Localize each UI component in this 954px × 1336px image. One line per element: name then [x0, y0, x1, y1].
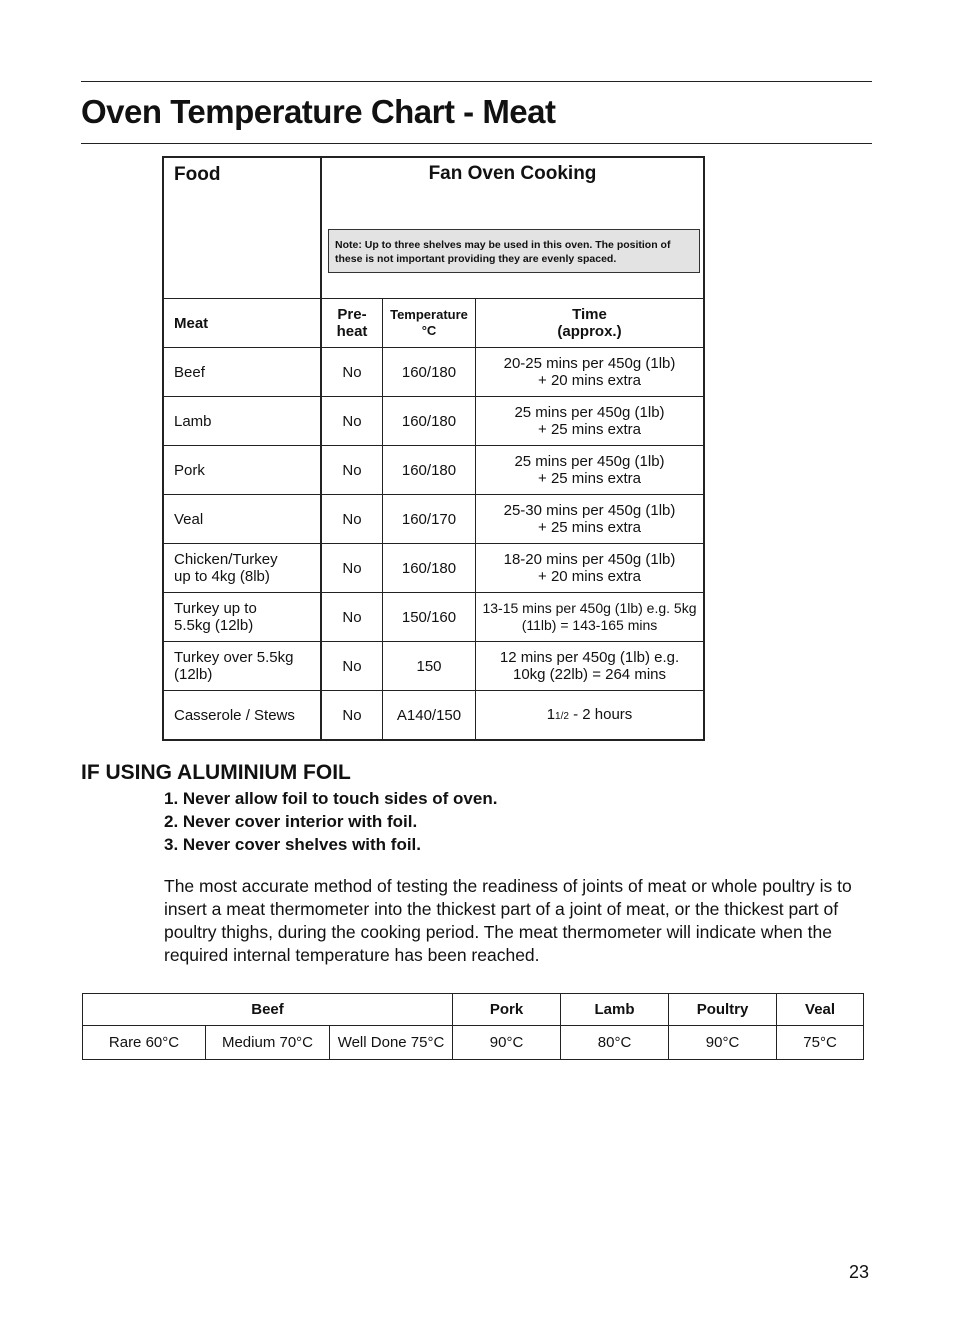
food-cell	[163, 593, 321, 642]
time-line2: (11lb) = 143-165 mins	[521, 617, 658, 633]
beef-header: Beef	[83, 994, 453, 1026]
food-cell	[163, 544, 321, 593]
temperature-cell: 160/180	[383, 397, 476, 446]
table-row	[163, 397, 704, 446]
time-whole: 1	[546, 705, 556, 723]
preheat-header-line1: Pre-	[337, 306, 367, 323]
poultry-cell: 90°C	[669, 1026, 777, 1060]
foil-rules-list	[164, 787, 497, 856]
time-cell	[476, 446, 705, 495]
time-header-line1: Time	[572, 306, 607, 323]
veal-cell: 75°C	[777, 1026, 864, 1060]
temperature-cell: 160/180	[383, 348, 476, 397]
food-line1: Turkey up to	[174, 600, 257, 617]
food-header: Food	[163, 157, 321, 299]
temperature-cell: 150/160	[383, 593, 476, 642]
preheat-cell: No	[321, 446, 383, 495]
time-line1: 25 mins per 450g (1lb)	[514, 453, 665, 470]
table-row	[163, 446, 704, 495]
time-line2: + 20 mins extra	[538, 568, 641, 585]
food-cell: Pork	[163, 446, 321, 495]
time-cell	[476, 593, 705, 642]
oven-temperature-table	[162, 156, 705, 741]
time-cell	[476, 348, 705, 397]
table-row	[83, 1026, 864, 1060]
time-line1: 20-25 mins per 450g (1lb)	[503, 355, 676, 372]
shelf-note-box: Note: Up to three shelves may be used in this oven. The position of these is not important providing they are evenly spaced.	[328, 229, 700, 273]
temperature-cell: A140/150	[383, 691, 476, 741]
table-row	[163, 642, 704, 691]
table-row	[163, 495, 704, 544]
time-cell	[476, 642, 705, 691]
time-line1: 12 mins per 450g (1lb) e.g.	[499, 649, 680, 666]
internal-temperature-table	[82, 993, 864, 1060]
poultry-header: Poultry	[669, 994, 777, 1026]
food-line2: 5.5kg (12lb)	[174, 617, 254, 634]
temperature-header-line2: °C	[421, 323, 437, 338]
time-line2: + 25 mins extra	[538, 470, 641, 487]
time-cell	[476, 397, 705, 446]
food-line1: Chicken/Turkey	[174, 551, 278, 568]
time-line1: 25 mins per 450g (1lb)	[514, 404, 665, 421]
beef-rare-cell: Rare 60°C	[83, 1026, 206, 1060]
pork-header: Pork	[453, 994, 561, 1026]
thermometer-paragraph: The most accurate method of testing the readiness of joints of meat or whole poultry is to insert a meat thermometer into the thickest part of a joint of meat, or the thickest part of poultry thighs, during the cooking period. The meat thermometer will indicate when the required internal temperature has been reached.	[164, 876, 852, 965]
temperature-cell: 160/180	[383, 446, 476, 495]
preheat-cell: No	[321, 495, 383, 544]
fan-oven-cooking-header	[321, 157, 704, 299]
lamb-header: Lamb	[561, 994, 669, 1026]
veal-header: Veal	[777, 994, 864, 1026]
time-rest: - 2 hours	[568, 705, 633, 723]
time-cell	[476, 544, 705, 593]
foil-heading: IF USING ALUMINIUM FOIL	[81, 761, 351, 784]
time-line1: 13-15 mins per 450g (1lb) e.g. 5kg	[482, 600, 697, 616]
list-item: 1. Never allow foil to touch sides of oven.	[164, 789, 498, 808]
time-header-line2: (approx.)	[557, 323, 622, 340]
temperature-cell: 150	[383, 642, 476, 691]
beef-medium-cell: Medium 70°C	[206, 1026, 330, 1060]
lamb-cell: 80°C	[561, 1026, 669, 1060]
beef-well-done-cell: Well Done 75°C	[330, 1026, 453, 1060]
time-line2: 10kg (22lb) = 264 mins	[512, 666, 666, 683]
preheat-column-header	[321, 299, 383, 348]
time-line2: + 20 mins extra	[538, 372, 641, 389]
time-fraction: 1/2	[555, 710, 569, 722]
preheat-cell: No	[321, 691, 383, 741]
food-cell: Veal	[163, 495, 321, 544]
time-column-header	[476, 299, 705, 348]
meat-column-header: Meat	[163, 299, 321, 348]
food-line2: up to 4kg (8lb)	[174, 568, 270, 585]
preheat-cell: No	[321, 397, 383, 446]
page-title: Oven Temperature Chart - Meat	[81, 93, 556, 130]
time-cell	[476, 495, 705, 544]
list-item: 3. Never cover shelves with foil.	[164, 835, 422, 854]
preheat-cell: No	[321, 544, 383, 593]
table-row	[163, 348, 704, 397]
temperature-cell: 160/170	[383, 495, 476, 544]
table-row	[163, 691, 704, 741]
time-line2: + 25 mins extra	[538, 519, 641, 536]
temperature-header-line1: Temperature	[390, 307, 468, 322]
table-row	[163, 593, 704, 642]
page-number: 23	[849, 1262, 870, 1282]
time-line1: 25-30 mins per 450g (1lb)	[503, 502, 676, 519]
fan-oven-cooking-title: Fan Oven Cooking	[428, 163, 597, 184]
temperature-column-header	[383, 299, 476, 348]
food-cell: Lamb	[163, 397, 321, 446]
time-cell	[476, 691, 705, 741]
food-line1: Turkey over 5.5kg	[174, 649, 294, 666]
food-cell	[163, 642, 321, 691]
top-rule	[81, 81, 872, 82]
time-line1: 18-20 mins per 450g (1lb)	[503, 551, 676, 568]
preheat-cell: No	[321, 642, 383, 691]
food-line2: (12lb)	[174, 666, 213, 683]
food-cell: Casserole / Stews	[163, 691, 321, 741]
preheat-header-line2: heat	[336, 323, 368, 340]
pork-cell: 90°C	[453, 1026, 561, 1060]
temperature-cell: 160/180	[383, 544, 476, 593]
time-line2: + 25 mins extra	[538, 421, 641, 438]
title-underline-rule	[81, 143, 872, 144]
preheat-cell: No	[321, 593, 383, 642]
food-cell: Beef	[163, 348, 321, 397]
table-row	[163, 544, 704, 593]
preheat-cell: No	[321, 348, 383, 397]
list-item: 2. Never cover interior with foil.	[164, 812, 418, 831]
